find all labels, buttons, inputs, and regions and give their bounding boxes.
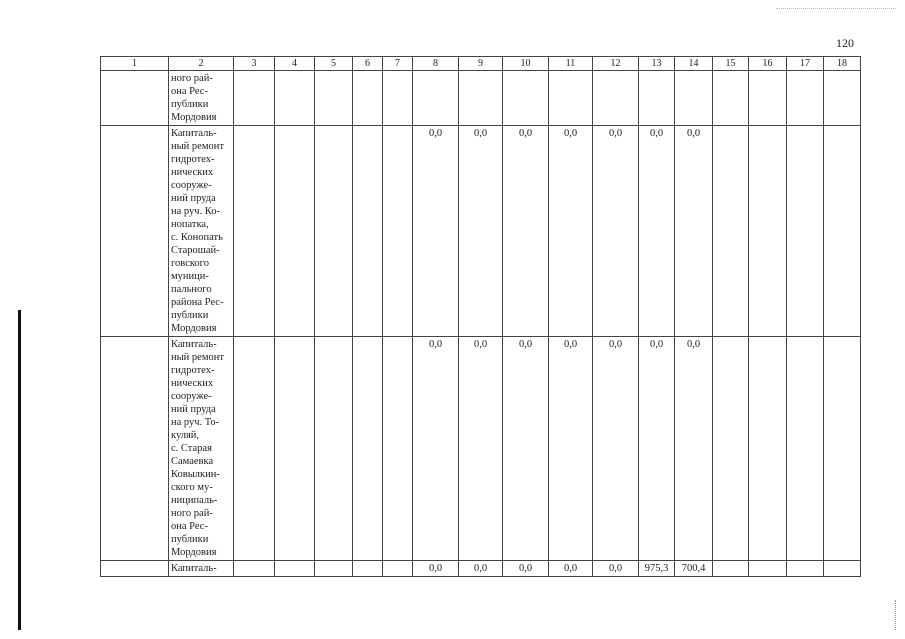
object-name-cell bbox=[169, 337, 234, 561]
column-number-row bbox=[101, 57, 861, 71]
object-name-line: Ковылкин- bbox=[171, 469, 220, 480]
col-header: 14 bbox=[675, 57, 713, 71]
row-index-cell bbox=[101, 337, 169, 561]
object-name-line: ный ремонт bbox=[171, 141, 224, 152]
value-cell bbox=[787, 126, 824, 337]
object-name-line: ниципаль- bbox=[171, 495, 218, 506]
value-cell bbox=[353, 337, 383, 561]
value-cell bbox=[675, 71, 713, 126]
value-cell bbox=[824, 71, 861, 126]
value-cell bbox=[315, 561, 353, 577]
value-cell: 0,0 bbox=[675, 126, 713, 337]
object-name-line: с. Конопать bbox=[171, 232, 223, 243]
col-header: 5 bbox=[315, 57, 353, 71]
value-cell bbox=[234, 561, 275, 577]
value-cell: 0,0 bbox=[413, 561, 459, 577]
col-header: 10 bbox=[503, 57, 549, 71]
value-cell bbox=[383, 561, 413, 577]
object-name-line: Мордовия bbox=[171, 112, 217, 123]
value-cell bbox=[383, 71, 413, 126]
row-index-cell bbox=[101, 561, 169, 577]
value-cell bbox=[639, 71, 675, 126]
object-name-line: нических bbox=[171, 167, 214, 178]
value-cell: 0,0 bbox=[675, 337, 713, 561]
page-number: 120 bbox=[836, 36, 854, 50]
value-cell: 0,0 bbox=[459, 561, 503, 577]
value-cell bbox=[459, 71, 503, 126]
value-cell: 0,0 bbox=[413, 337, 459, 561]
object-name-line: ного рай- bbox=[171, 73, 213, 84]
value-cell bbox=[353, 71, 383, 126]
value-cell bbox=[275, 71, 315, 126]
object-name-line: района Рес- bbox=[171, 297, 224, 308]
object-name-line: публики bbox=[171, 534, 209, 545]
value-cell bbox=[275, 337, 315, 561]
value-cell bbox=[593, 71, 639, 126]
object-name-line: ний пруда bbox=[171, 404, 216, 415]
value-cell bbox=[824, 126, 861, 337]
object-name-line: ного рай- bbox=[171, 508, 213, 519]
col-header: 12 bbox=[593, 57, 639, 71]
value-cell bbox=[315, 71, 353, 126]
value-cell bbox=[383, 126, 413, 337]
object-name-line: Самаевка bbox=[171, 456, 214, 467]
object-name-line: Капиталь- bbox=[171, 339, 217, 350]
value-cell bbox=[503, 71, 549, 126]
value-cell: 0,0 bbox=[503, 561, 549, 577]
object-name-line: нопатка, bbox=[171, 219, 209, 230]
value-cell: 0,0 bbox=[639, 126, 675, 337]
value-cell: 0,0 bbox=[639, 337, 675, 561]
value-cell bbox=[234, 337, 275, 561]
value-cell bbox=[315, 337, 353, 561]
object-name-line: сооруже- bbox=[171, 180, 212, 191]
object-name-cell bbox=[169, 126, 234, 337]
object-name-line: она Рес- bbox=[171, 521, 208, 532]
col-header: 1 bbox=[101, 57, 169, 71]
value-cell bbox=[749, 561, 787, 577]
object-name-line: Старошай- bbox=[171, 245, 220, 256]
value-cell: 0,0 bbox=[459, 126, 503, 337]
value-cell bbox=[713, 126, 749, 337]
row-index-cell bbox=[101, 126, 169, 337]
value-cell bbox=[713, 71, 749, 126]
table-row bbox=[101, 337, 861, 561]
object-name-line: гидротех- bbox=[171, 365, 215, 376]
col-header: 15 bbox=[713, 57, 749, 71]
value-cell: 0,0 bbox=[549, 561, 593, 577]
col-header: 9 bbox=[459, 57, 503, 71]
value-cell bbox=[824, 561, 861, 577]
object-name-line: Мордовия bbox=[171, 547, 217, 558]
object-name-line: говского bbox=[171, 258, 209, 269]
value-cell bbox=[275, 561, 315, 577]
object-name-cell bbox=[169, 561, 234, 577]
value-cell bbox=[353, 561, 383, 577]
object-name-line: гидротех- bbox=[171, 154, 215, 165]
object-name-line: ный ремонт bbox=[171, 352, 224, 363]
value-cell: 0,0 bbox=[503, 126, 549, 337]
value-cell bbox=[749, 126, 787, 337]
value-cell bbox=[234, 71, 275, 126]
object-name-line: публики bbox=[171, 99, 209, 110]
object-name-line: на руч. Ко- bbox=[171, 206, 221, 217]
object-name-line: куляй, bbox=[171, 430, 200, 441]
value-cell: 0,0 bbox=[593, 561, 639, 577]
value-cell: 0,0 bbox=[549, 126, 593, 337]
object-name-line: Мордовия bbox=[171, 323, 217, 334]
object-name-line: пального bbox=[171, 284, 212, 295]
col-header: 2 bbox=[169, 57, 234, 71]
value-cell bbox=[713, 561, 749, 577]
col-header: 7 bbox=[383, 57, 413, 71]
value-cell bbox=[234, 126, 275, 337]
col-header: 6 bbox=[353, 57, 383, 71]
table-row bbox=[101, 126, 861, 337]
object-name-line: с. Старая bbox=[171, 443, 212, 454]
value-cell: 975,3 bbox=[639, 561, 675, 577]
object-name-line: Капиталь- bbox=[171, 563, 217, 574]
value-cell: 0,0 bbox=[459, 337, 503, 561]
table-row bbox=[101, 71, 861, 126]
value-cell bbox=[787, 337, 824, 561]
value-cell bbox=[549, 71, 593, 126]
col-header: 11 bbox=[549, 57, 593, 71]
value-cell bbox=[353, 126, 383, 337]
value-cell: 0,0 bbox=[593, 126, 639, 337]
value-cell bbox=[787, 561, 824, 577]
value-cell bbox=[824, 337, 861, 561]
object-name-line: на руч. То- bbox=[171, 417, 220, 428]
object-name-line: нических bbox=[171, 378, 214, 389]
object-name-line: муници- bbox=[171, 271, 209, 282]
scan-artifact-bar bbox=[18, 310, 21, 630]
budget-table bbox=[100, 56, 861, 577]
value-cell: 700,4 bbox=[675, 561, 713, 577]
object-name-line: сооруже- bbox=[171, 391, 212, 402]
object-name-cell bbox=[169, 71, 234, 126]
col-header: 18 bbox=[824, 57, 861, 71]
table-row bbox=[101, 561, 861, 577]
scan-artifact-dots bbox=[895, 600, 897, 630]
value-cell: 0,0 bbox=[593, 337, 639, 561]
col-header: 8 bbox=[413, 57, 459, 71]
value-cell bbox=[413, 71, 459, 126]
col-header: 4 bbox=[275, 57, 315, 71]
value-cell bbox=[713, 337, 749, 561]
object-name-line: Капиталь- bbox=[171, 128, 217, 139]
object-name-line: ний пруда bbox=[171, 193, 216, 204]
object-name-line: публики bbox=[171, 310, 209, 321]
value-cell bbox=[315, 126, 353, 337]
row-index-cell bbox=[101, 71, 169, 126]
value-cell: 0,0 bbox=[503, 337, 549, 561]
col-header: 3 bbox=[234, 57, 275, 71]
scan-artifact-top bbox=[776, 8, 896, 10]
object-name-line: ского му- bbox=[171, 482, 213, 493]
col-header: 13 bbox=[639, 57, 675, 71]
value-cell bbox=[383, 337, 413, 561]
value-cell bbox=[749, 337, 787, 561]
object-name-line: она Рес- bbox=[171, 86, 208, 97]
col-header: 17 bbox=[787, 57, 824, 71]
value-cell bbox=[787, 71, 824, 126]
value-cell bbox=[749, 71, 787, 126]
value-cell: 0,0 bbox=[413, 126, 459, 337]
value-cell bbox=[275, 126, 315, 337]
value-cell: 0,0 bbox=[549, 337, 593, 561]
col-header: 16 bbox=[749, 57, 787, 71]
